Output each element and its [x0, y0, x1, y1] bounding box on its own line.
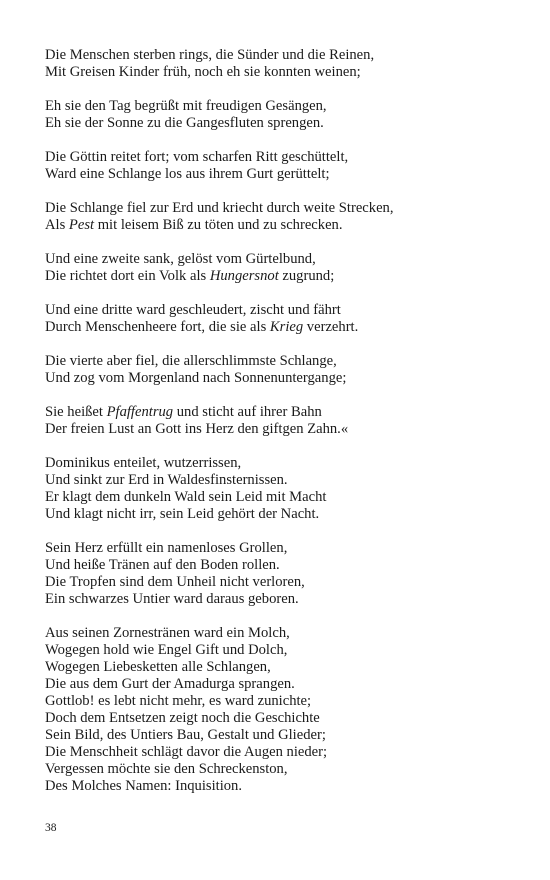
verse-line	[45, 319, 515, 336]
stanza	[45, 404, 515, 438]
verse-line	[45, 64, 515, 81]
verse-line	[45, 659, 515, 676]
poem-text	[45, 47, 515, 812]
verse-text: Und zog vom Morgenland nach Sonnenuntergange;	[45, 370, 347, 386]
verse-text: Der freien Lust an Gott ins Herz den giftgen Zahn.«	[45, 421, 349, 437]
verse-text: mit leisem Biß zu töten und zu schrecken.	[94, 217, 343, 233]
verse-text: Sie heißet	[45, 404, 107, 420]
verse-text: Als	[45, 217, 69, 233]
verse-line	[45, 693, 515, 710]
verse-text: Mit Greisen Kinder früh, noch eh sie konnten weinen;	[45, 64, 361, 80]
verse-line	[45, 421, 515, 438]
stanza	[45, 149, 515, 183]
verse-line	[45, 761, 515, 778]
verse-line	[45, 744, 515, 761]
verse-text: Die Tropfen sind dem Unheil nicht verloren,	[45, 574, 305, 590]
verse-text: Dominikus enteilet, wutzerrissen,	[45, 455, 242, 471]
verse-line	[45, 47, 515, 64]
verse-line	[45, 370, 515, 387]
stanza	[45, 625, 515, 795]
page-number: 38	[45, 822, 57, 834]
verse-text: Und eine dritte ward geschleudert, zischt und fährt	[45, 302, 341, 318]
stanza	[45, 98, 515, 132]
verse-line	[45, 676, 515, 693]
verse-line	[45, 166, 515, 183]
verse-text: Eh sie den Tag begrüßt mit freudigen Gesängen,	[45, 98, 327, 114]
verse-italic-text: Krieg	[269, 319, 304, 335]
verse-text: Eh sie der Sonne zu die Gangesfluten sprengen.	[45, 115, 324, 131]
stanza	[45, 302, 515, 336]
verse-text: Gottlob! es lebt nicht mehr, es ward zunichte;	[45, 693, 312, 709]
verse-line	[45, 506, 515, 523]
stanza	[45, 47, 515, 81]
verse-line	[45, 251, 515, 268]
verse-text: Er klagt dem dunkeln Wald sein Leid mit Macht	[45, 489, 327, 505]
verse-text: Des Molches Namen: Inquisition.	[45, 778, 242, 794]
verse-text: Die vierte aber fiel, die allerschlimmste Schlange,	[45, 353, 337, 369]
verse-text: Die Menschheit schlägt davor die Augen nieder;	[45, 744, 328, 760]
stanza	[45, 251, 515, 285]
stanza	[45, 455, 515, 523]
verse-line	[45, 778, 515, 795]
verse-text: Doch dem Entsetzen zeigt noch die Geschichte	[45, 710, 320, 726]
verse-text: zugrund;	[278, 268, 335, 284]
verse-text: verzehrt.	[303, 319, 359, 335]
verse-text: Und heiße Tränen auf den Boden rollen.	[45, 557, 280, 573]
verse-line	[45, 149, 515, 166]
verse-text: Vergessen möchte sie den Schreckenston,	[45, 761, 288, 777]
verse-text: Wogegen Liebesketten alle Schlangen,	[45, 659, 271, 675]
verse-text: Und sinkt zur Erd in Waldesfinsternissen.	[45, 472, 288, 488]
verse-line	[45, 268, 515, 285]
verse-line	[45, 625, 515, 642]
verse-italic-text: Pest	[68, 217, 95, 233]
verse-line	[45, 557, 515, 574]
verse-line	[45, 217, 515, 234]
verse-italic-text: Pfaffentrug	[106, 404, 174, 420]
verse-text: Ein schwarzes Untier ward daraus geboren.	[45, 591, 299, 607]
verse-text: Und klagt nicht irr, sein Leid gehört der Nacht.	[45, 506, 320, 522]
verse-text: Die Schlange fiel zur Erd und kriecht durch weite Strecken,	[45, 200, 394, 216]
verse-line	[45, 489, 515, 506]
verse-line	[45, 727, 515, 744]
verse-line	[45, 710, 515, 727]
verse-line	[45, 200, 515, 217]
verse-text: Die richtet dort ein Volk als	[45, 268, 210, 284]
verse-text: und sticht auf ihrer Bahn	[173, 404, 322, 420]
stanza	[45, 540, 515, 608]
verse-line	[45, 574, 515, 591]
verse-text: Die Göttin reitet fort; vom scharfen Ritt geschüttelt,	[45, 149, 349, 165]
verse-text: Sein Herz erfüllt ein namenloses Grollen,	[45, 540, 288, 556]
verse-text: Die aus dem Gurt der Amadurga sprangen.	[45, 676, 295, 692]
verse-text: Aus seinen Zornestränen ward ein Molch,	[45, 625, 290, 641]
verse-italic-text: Hungersnot	[209, 268, 279, 284]
verse-line	[45, 353, 515, 370]
verse-line	[45, 642, 515, 659]
verse-line	[45, 455, 515, 472]
stanza	[45, 200, 515, 234]
verse-text: Durch Menschenheere fort, die sie als	[45, 319, 270, 335]
verse-text: Die Menschen sterben rings, die Sünder und die Reinen,	[45, 47, 375, 63]
verse-line	[45, 591, 515, 608]
verse-line	[45, 404, 515, 421]
verse-line	[45, 115, 515, 132]
verse-line	[45, 302, 515, 319]
verse-text: Ward eine Schlange los aus ihrem Gurt gerüttelt;	[45, 166, 330, 182]
verse-line	[45, 98, 515, 115]
verse-text: Sein Bild, des Untiers Bau, Gestalt und Glieder;	[45, 727, 326, 743]
verse-text: Und eine zweite sank, gelöst vom Gürtelbund,	[45, 251, 316, 267]
verse-line	[45, 472, 515, 489]
stanza	[45, 353, 515, 387]
verse-text: Wogegen hold wie Engel Gift und Dolch,	[45, 642, 288, 658]
verse-line	[45, 540, 515, 557]
